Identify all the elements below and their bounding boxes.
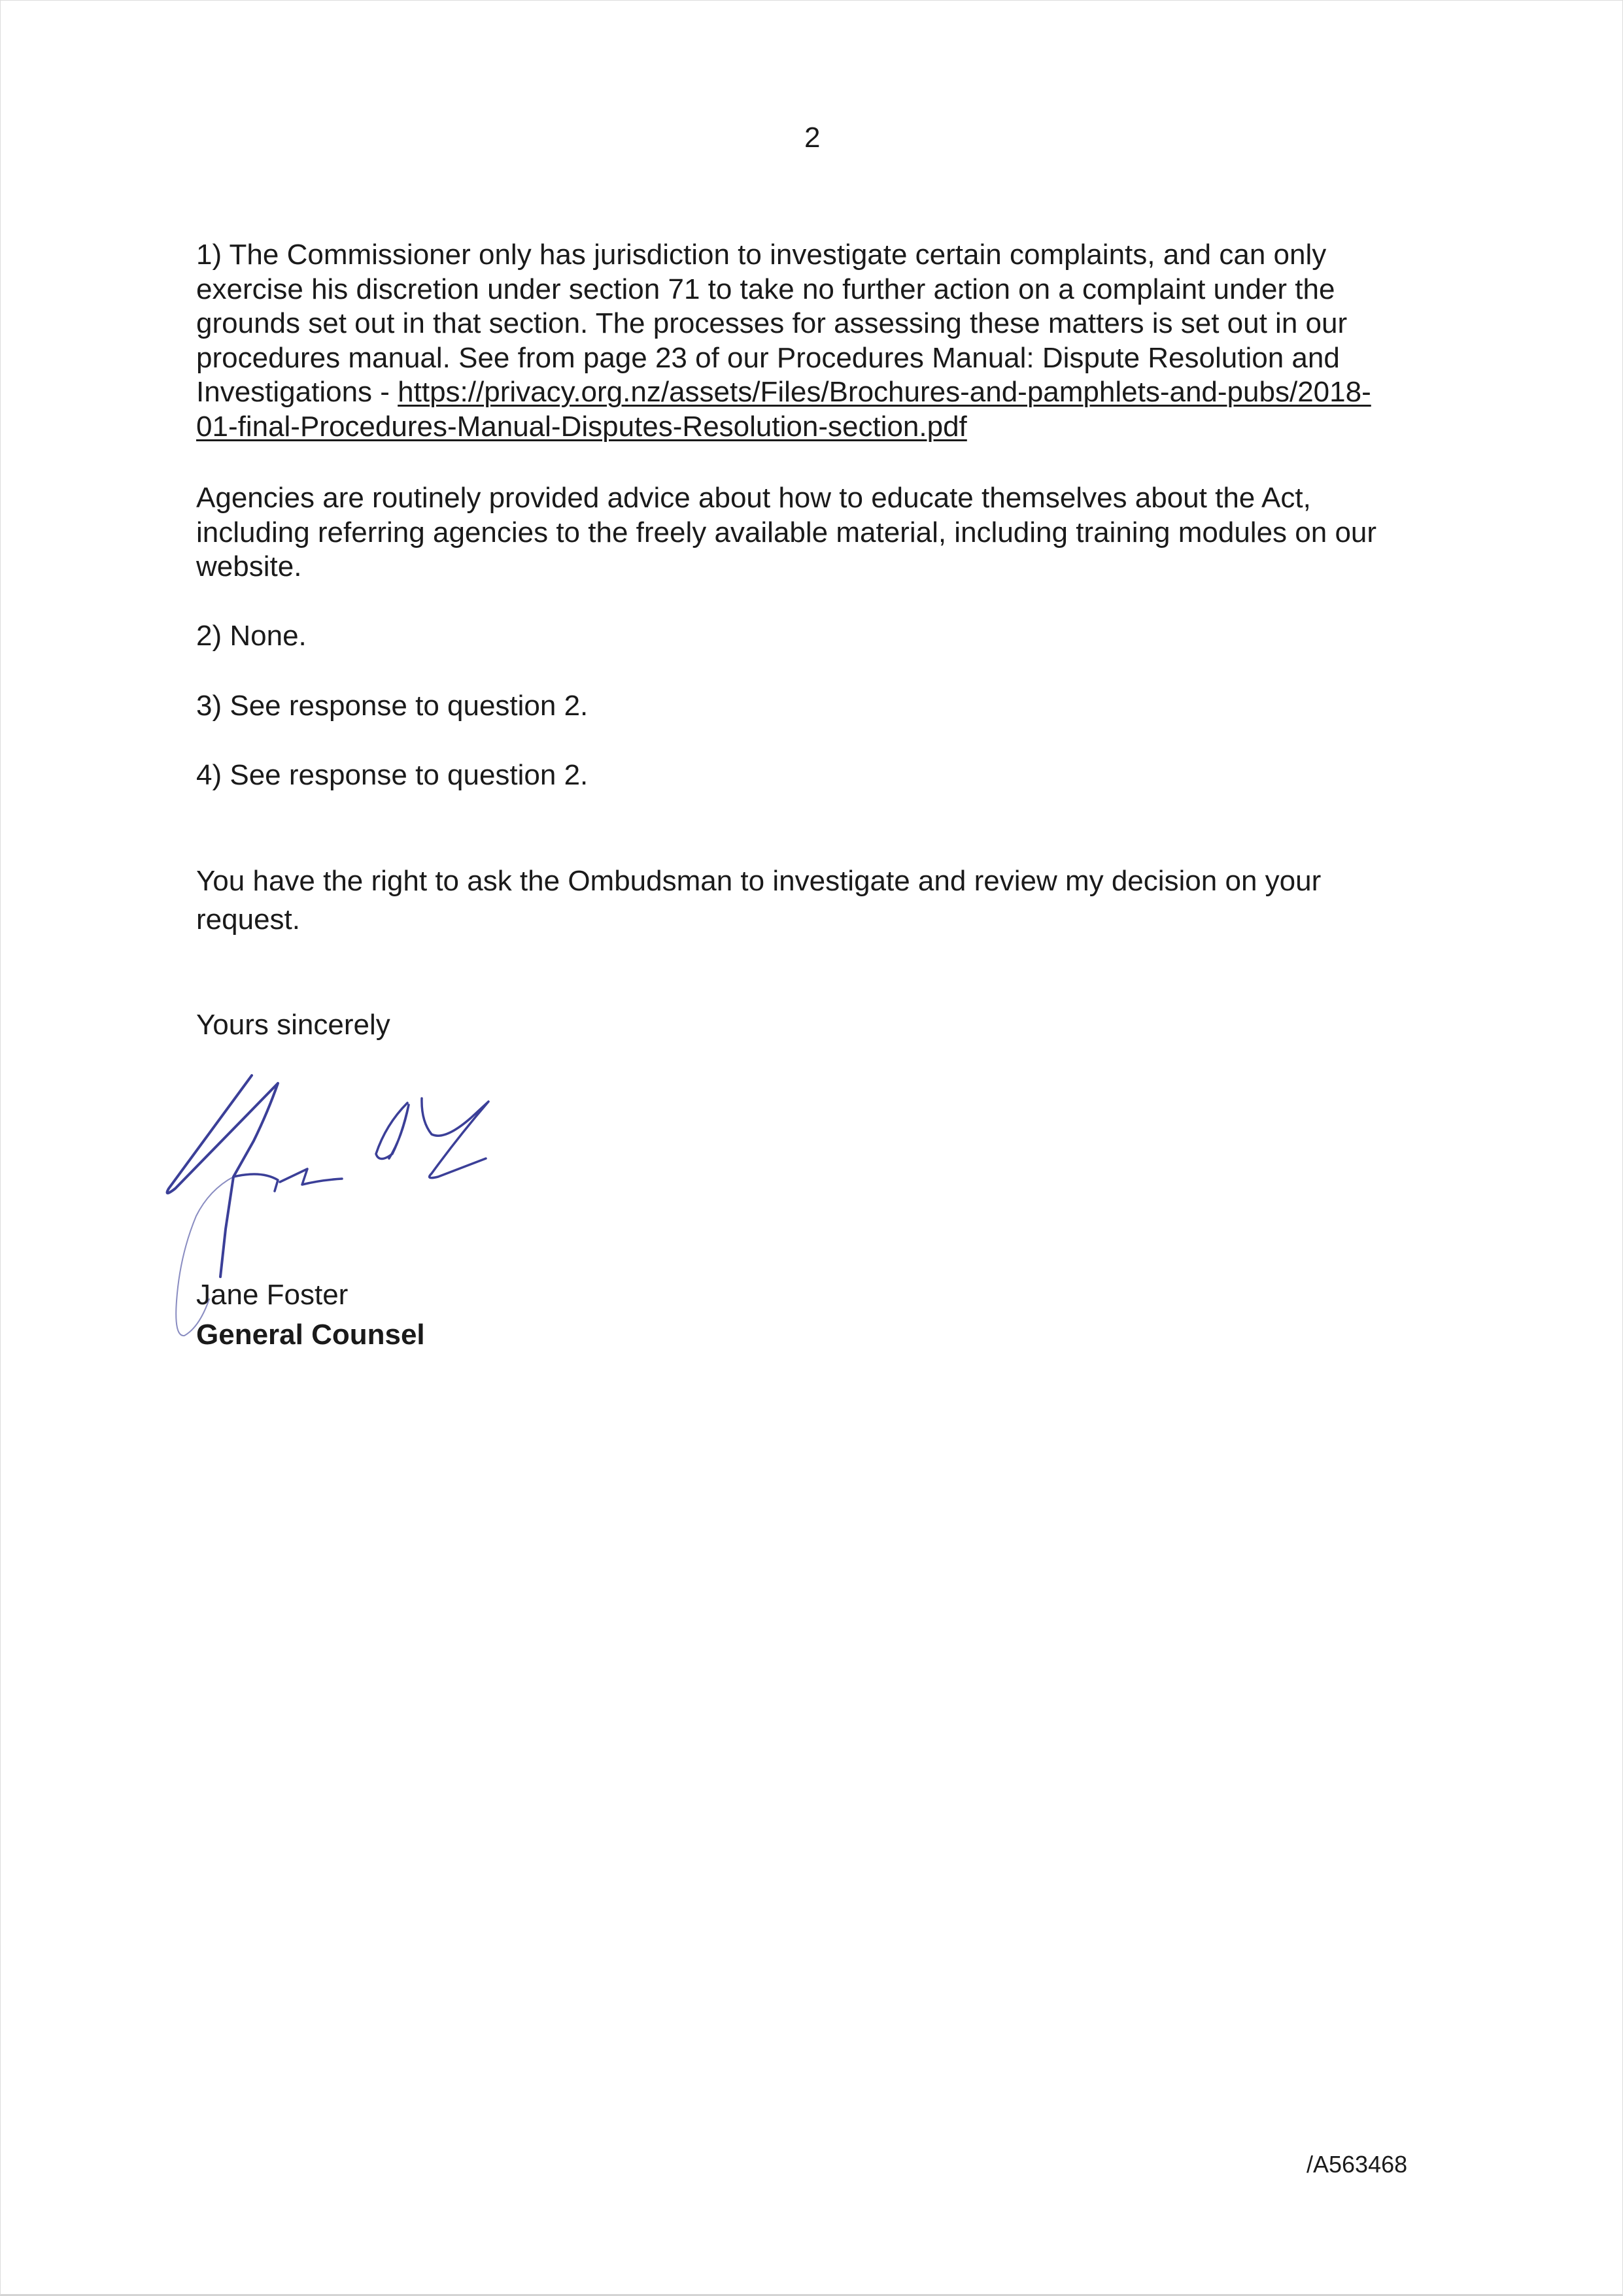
text-line: procedures manual. See from page 23 of our Procedures Manual: Dispute Resolution and bbox=[196, 341, 1340, 374]
answer-3: 3) See response to question 2. bbox=[196, 690, 589, 722]
text-line: grounds set out in that section. The processes for assessing these matters is set out in our bbox=[196, 307, 1348, 339]
signature-stroke bbox=[167, 1075, 278, 1277]
text-line: request. bbox=[196, 903, 300, 936]
signature-stroke bbox=[233, 1169, 342, 1191]
closing: Yours sincerely bbox=[196, 1009, 390, 1041]
signature-stroke bbox=[422, 1098, 488, 1178]
text-line: website. bbox=[196, 550, 302, 582]
document-reference: /A563468 bbox=[1307, 2151, 1408, 2178]
text-line: including referring agencies to the freely available material, including training modules on our bbox=[196, 516, 1377, 549]
text-line: Agencies are routinely provided advice about how to educate themselves about the Act, bbox=[196, 482, 1311, 514]
page-number: 2 bbox=[804, 122, 821, 154]
signatory-name: Jane Foster bbox=[196, 1279, 349, 1311]
procedures-manual-link-continued[interactable]: 01-final-Procedures-Manual-Disputes-Resolution-section.pdf bbox=[196, 410, 967, 443]
text-line: 1) The Commissioner only has jurisdiction to investigate certain complaints, and can only bbox=[196, 239, 1327, 271]
text-line: exercise his discretion under section 71 to take no further action on a complaint under the bbox=[196, 273, 1335, 305]
text-line: You have the right to ask the Ombudsman to investigate and review my decision on your bbox=[196, 865, 1322, 897]
answer-2: 2) None. bbox=[196, 620, 307, 652]
signatory-title: General Counsel bbox=[196, 1319, 425, 1351]
signature-stroke bbox=[376, 1103, 409, 1159]
link-prefix: Investigations - bbox=[196, 376, 398, 408]
procedures-manual-link[interactable]: https://privacy.org.nz/assets/Files/Brochures-and-pamphlets-and-pubs/2018- bbox=[398, 376, 1371, 408]
answer-4: 4) See response to question 2. bbox=[196, 759, 589, 791]
